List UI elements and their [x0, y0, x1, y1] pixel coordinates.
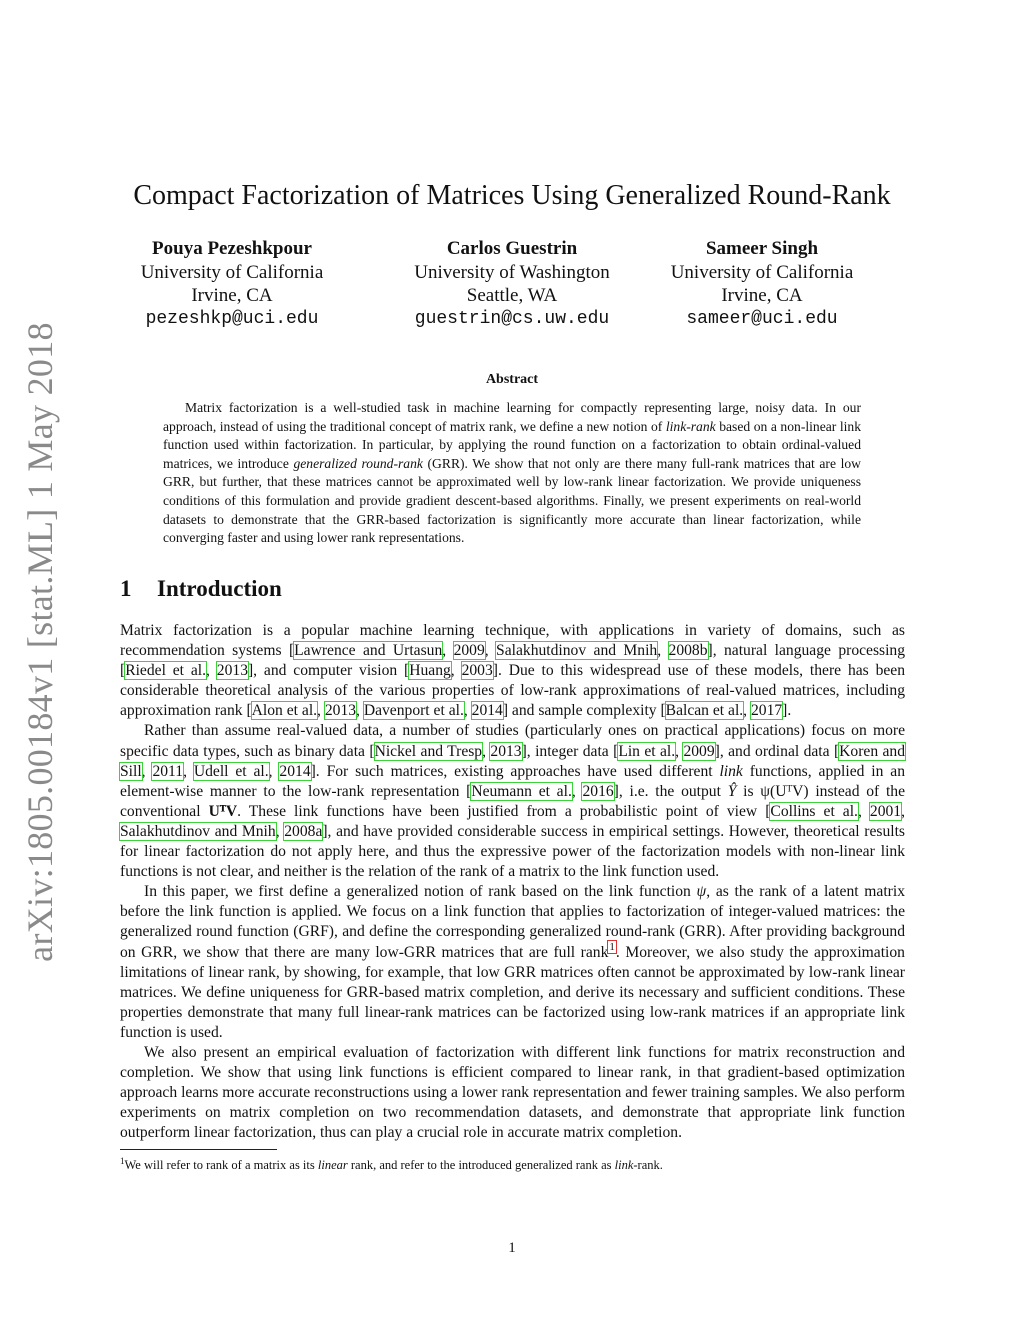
author-name: Carlos Guestrin: [446, 238, 578, 259]
footnote-ref-link[interactable]: 1: [609, 941, 615, 954]
math-psi: ψ: [696, 883, 707, 901]
author-location: Irvine, CA: [721, 285, 803, 306]
citation-link[interactable]: Udell et al.: [193, 762, 269, 780]
citation-link[interactable]: 2001: [869, 802, 902, 820]
term-link-rank: link-rank: [665, 418, 716, 434]
author-email[interactable]: sameer@uci.edu: [686, 308, 838, 329]
introduction-body: [120, 621, 905, 1143]
citation-link[interactable]: 2014: [471, 702, 503, 720]
footnote-divider: [120, 1149, 277, 1150]
author-1: [102, 237, 362, 331]
citation-link[interactable]: 2013: [490, 742, 522, 760]
citation-link[interactable]: Koren and Sill: [120, 742, 906, 780]
citation-link[interactable]: Lawrence and Urtasun: [294, 642, 443, 660]
citation-link[interactable]: 2014: [279, 762, 311, 780]
citation-link[interactable]: Riedel et al.: [125, 662, 207, 680]
arxiv-id[interactable]: arXiv:1805.00184v1 [stat.ML] 1 May 2018: [20, 322, 60, 962]
section-number: 1: [120, 576, 132, 601]
citation-link[interactable]: Davenport et al.: [363, 702, 464, 720]
citation-link[interactable]: Collins et al.: [770, 802, 858, 820]
abstract-heading: Abstract: [485, 372, 539, 387]
citation-link[interactable]: 2011: [152, 762, 184, 780]
citation-link[interactable]: Salakhutdinov and Mnih: [496, 642, 658, 660]
paragraph-4: We also present an empirical evaluation of factorization with different link functions for matrix reconstruction and completion. We show that using link functions is efficient compared to linear rank, in that gradient-based optimization approach learns more accurate reconstructions using a lower rank representation and fewer training samples. We also perform experiments on matrix completion on two recommendation datasets, and demonstrate that appropriate link function outperform linear factorization, thus can play a crucial role in accurate matrix completion.: [120, 1043, 905, 1142]
author-name: Sameer Singh: [705, 238, 819, 259]
author-email[interactable]: pezeshkp@uci.edu: [145, 308, 319, 329]
author-affiliation: University of Washington: [414, 261, 610, 283]
citation-link[interactable]: 2008a: [284, 822, 323, 840]
section-title: Introduction: [157, 576, 282, 601]
citation-link[interactable]: 2013: [324, 702, 357, 720]
author-affiliation: University of California: [670, 261, 854, 283]
citation-link[interactable]: Huang: [409, 662, 451, 680]
paragraph-3: In this paper, we first define a generalized notion of rank based on the link function ψ, as the rank of a latent matrix before the link function is applied. We focus on a link function that applies to factorization of integer-valued matrices: the generalized round function (GRF), and define the corresponding generalized round-rank (GRR). After providing background on GRR, we show that there are many low-GRR matrices that are full rank$^1$. Moreover, we also study the approximation limitations of linear rank, by showing, for example, that low GRR matrices often cannot be approximated by low-rank linear matrices. We define uniqueness for GRR-based matrix completion, and derive its necessary and sufficient conditions. These properties demonstrate that many full linear-rank matrices can be factorized using low-rank matrices if an appropriate link function is used.: [120, 883, 905, 1041]
term-link: link: [719, 762, 743, 780]
footnote: $^1$We will refer to rank of a matrix as its linear rank, and refer to the introduced generalized rank as link-rank.: [120, 1156, 663, 1173]
author-3: [632, 237, 892, 331]
author-affiliation: University of California: [140, 261, 324, 283]
citation-link[interactable]: 2009: [683, 742, 715, 760]
author-location: Irvine, CA: [191, 285, 273, 306]
paper-title: Compact Factorization of Matrices Using Generalized Round-Rank: [133, 180, 891, 211]
citation-link[interactable]: Salakhutdinov and Mnih: [120, 822, 276, 840]
math-utv: UᵀV: [208, 802, 238, 820]
citation-link[interactable]: 2009: [453, 642, 485, 660]
citation-link[interactable]: Alon et al.: [251, 702, 318, 720]
citation-link[interactable]: Nickel and Tresp: [374, 742, 483, 760]
author-2: [382, 237, 642, 331]
citation-link[interactable]: 2016: [582, 782, 614, 800]
abstract-body: [163, 399, 861, 548]
paragraph-1: Matrix factorization is a popular machine learning technique, with applications in variety of domains, such as recommendation systems [Lawrence and Urtasun, 2009, Salakhutdinov and Mnih, 2008b], natural language processing [Riedel et al., 2013], and computer vision [Huang, 2003]. Due to this widespread use of these models, there has been considerable theoretical analysis of the various properties of low-rank approximations of real-valued matrices, including approximation rank [Alon et al., 2013, Davenport et al., 2014] and sample complexity [Balcan et al., 2017].: [120, 622, 906, 720]
term-generalized-round-rank: generalized round-rank: [293, 455, 423, 471]
citation-link[interactable]: 2003: [461, 662, 493, 680]
page-number: 1: [508, 1240, 516, 1256]
author-name: Pouya Pezeshkpour: [152, 238, 312, 259]
citation-link[interactable]: Neumann et al.: [471, 782, 572, 800]
author-email[interactable]: guestrin@cs.uw.edu: [414, 308, 610, 329]
author-location: Seattle, WA: [466, 285, 558, 306]
math-yhat: Ŷ: [727, 782, 737, 800]
math-psi-expression: ψ(UᵀV): [760, 782, 809, 800]
citation-link[interactable]: 2017: [750, 702, 783, 720]
abstract-paragraph: Matrix factorization is a well-studied task in machine learning for compactly representing large, noisy data. In our approach, instead of using the traditional concept of matrix rank, we define a new notion of link-rank based on a non-linear link function used within factorization. In particular, by applying the round function on a factorization to obtain ordinal-valued matrices, we introduce generalized round-rank (GRR). We show that not only are there many full-rank matrices that are low GRR, but further, that these matrices cannot be approximated well by low-rank linear factorization. We provide uniqueness conditions of this formulation and provide gradient descent-based algorithms. Finally, we present experiments on real-world datasets to demonstrate that the GRR-based factorization is significantly more accurate than linear factorization, while converging faster and using lower rank representations.: [163, 400, 861, 546]
paragraph-2: Rather than assume real-valued data, a number of studies (particularly ones on practical applications) focus on more specific data types, such as binary data [Nickel and Tresp, 2013], integer data [Lin et al., 2009], and ordinal data [Koren and Sill, 2011, Udell et al., 2014]. For such matrices, existing approaches have used different link functions, applied in an element-wise manner to the low-rank representation [Neumann et al., 2016], i.e. the output Ŷ is ψ(UᵀV) instead of the conventional UᵀV. These link functions have been justified from a probabilistic point of view [Collins et al., 2001, Salakhutdinov and Mnih, 2008a], and have provided considerable success in empirical settings. However, theoretical results for linear factorization do not apply here, and thus the expressive power of the factorization models with non-linear link functions is not clear, and neither is the relation of the rank of a matrix to the link function used.: [120, 722, 906, 881]
section-heading: [120, 576, 282, 602]
footnote-mark: 1: [120, 1156, 125, 1166]
citation-link[interactable]: Balcan et al.: [665, 702, 744, 720]
citation-link[interactable]: Lin et al.: [618, 742, 676, 760]
citation-link[interactable]: 2008b: [668, 642, 708, 660]
citation-link[interactable]: 2013: [216, 662, 248, 680]
